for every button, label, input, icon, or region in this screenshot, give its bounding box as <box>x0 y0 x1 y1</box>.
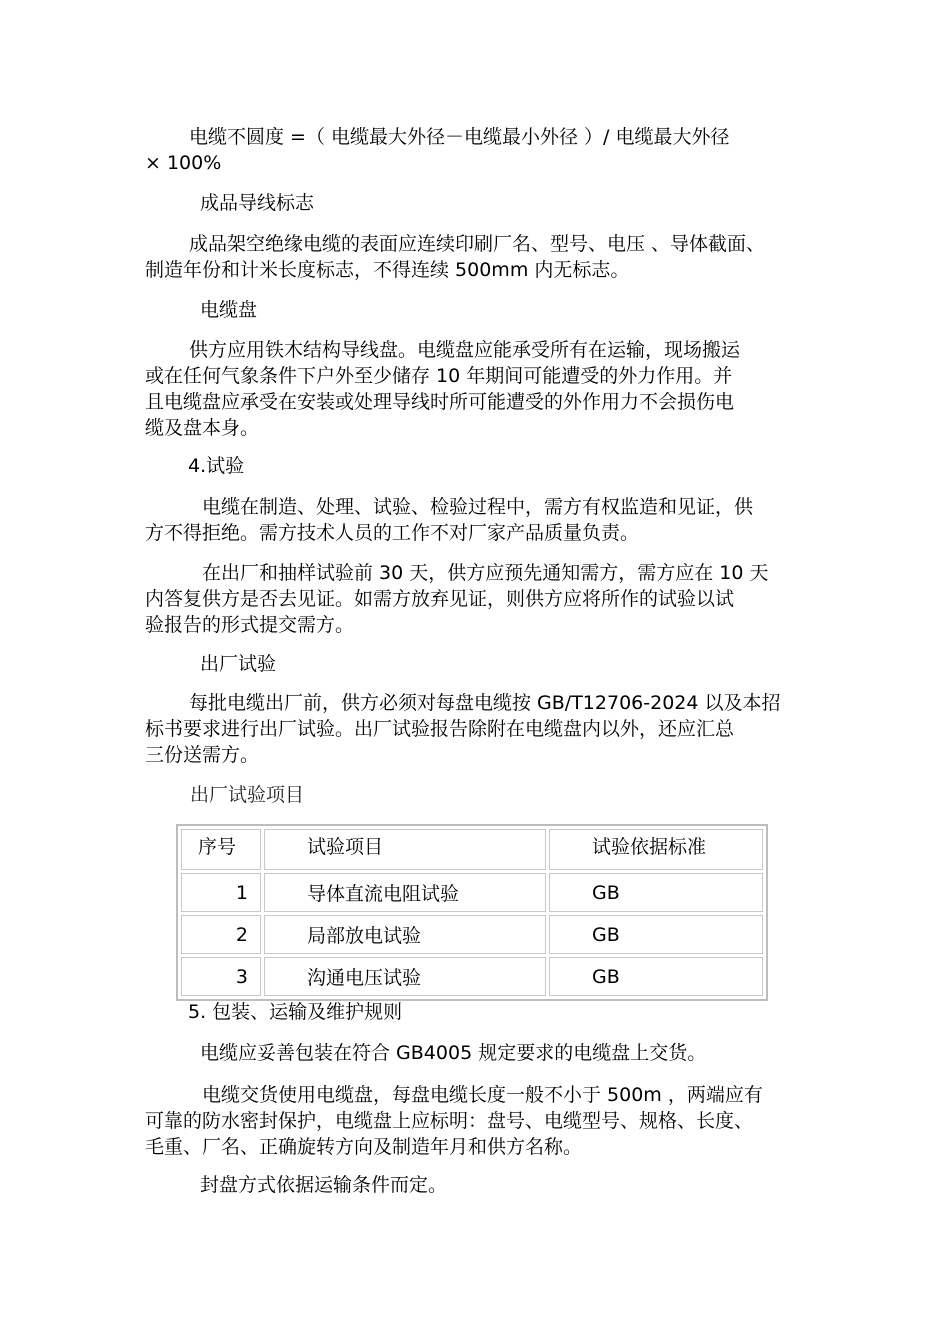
test-heading: 4.试验 <box>188 455 245 477</box>
table-row <box>181 957 763 996</box>
packaging-paragraph-3: 封盘方式依据运输条件而定。 <box>200 1174 448 1196</box>
row-standard: GB <box>549 873 763 912</box>
row-item: 局部放电试验 <box>264 915 546 954</box>
factory-test-items-table <box>176 824 768 1001</box>
packaging-paragraph-2: 电缆交货使用电缆盘，每盘电缆长度一般不小于 500m ，两端应有 可靠的防水密封保护，电缆盘上应标明：盘号、电缆型号、规格、长度、 毛重、厂名、正确旋转方向及制造年月和供方名称。 <box>145 1084 763 1158</box>
header-cell-item: 试验项目 <box>264 829 546 870</box>
factory-test-paragraph: 每批电缆出厂前，供方必须对每盘电缆按 GB/T12706-2024 以及本招 标书要求进行出厂试验。出厂试验报告除附在电缆盘内以外，还应汇总 三份送需方。 <box>145 692 781 766</box>
row-item: 沟通电压试验 <box>264 957 546 996</box>
drum-heading: 电缆盘 <box>200 299 258 321</box>
test-paragraph-2: 在出厂和抽样试验前 30 天，供方应预先通知需方，需方应在 10 天 内答复供方是否去见证。如需方放弃见证，则供方应将所作的试验以试 验报告的形式提交需方。 <box>145 562 769 636</box>
packaging-paragraph-1: 电缆应妥善包装在符合 GB4005 规定要求的电缆盘上交货。 <box>200 1042 707 1064</box>
row-index: 3 <box>181 957 261 996</box>
row-index: 2 <box>181 915 261 954</box>
row-standard: GB <box>549 915 763 954</box>
row-item: 导体直流电阻试验 <box>264 873 546 912</box>
factory-test-heading: 出厂试验 <box>200 653 277 675</box>
out-of-round-formula: 电缆不圆度 =（ 电缆最大外径－电缆最小外径 ）/ 电缆最大外径 × 100% <box>145 126 730 174</box>
header-cell-index: 序号 <box>181 829 261 870</box>
drum-paragraph: 供方应用铁木结构导线盘。电缆盘应能承受所有在运输，现场搬运 或在任何气象条件下户外至少储存 10 年期间可能遭受的外力作用。并 且电缆盘应承受在安装或处理导线时所可能遭受的外作用力不会损伤电 缆及盘本身。 <box>145 339 741 439</box>
table-caption: 出厂试验项目 <box>190 784 305 806</box>
header-cell-standard: 试验依据标准 <box>549 829 763 870</box>
row-index: 1 <box>181 873 261 912</box>
marking-paragraph: 成品架空绝缘电缆的表面应连续印刷厂名、型号、电压 、导体截面、 制造年份和计米长度标志，不得连续 500mm 内无标志。 <box>145 233 766 281</box>
table-row <box>181 873 763 912</box>
packaging-heading: 5. 包装、运输及维护规则 <box>188 1001 403 1023</box>
test-paragraph-1: 电缆在制造、处理、试验、检验过程中，需方有权监造和见证，供 方不得拒绝。需方技术人员的工作不对厂家产品质量负责。 <box>145 496 754 544</box>
table-row <box>181 915 763 954</box>
row-standard: GB <box>549 957 763 996</box>
marking-heading: 成品导线标志 <box>200 192 315 214</box>
table-header-row <box>181 829 763 870</box>
